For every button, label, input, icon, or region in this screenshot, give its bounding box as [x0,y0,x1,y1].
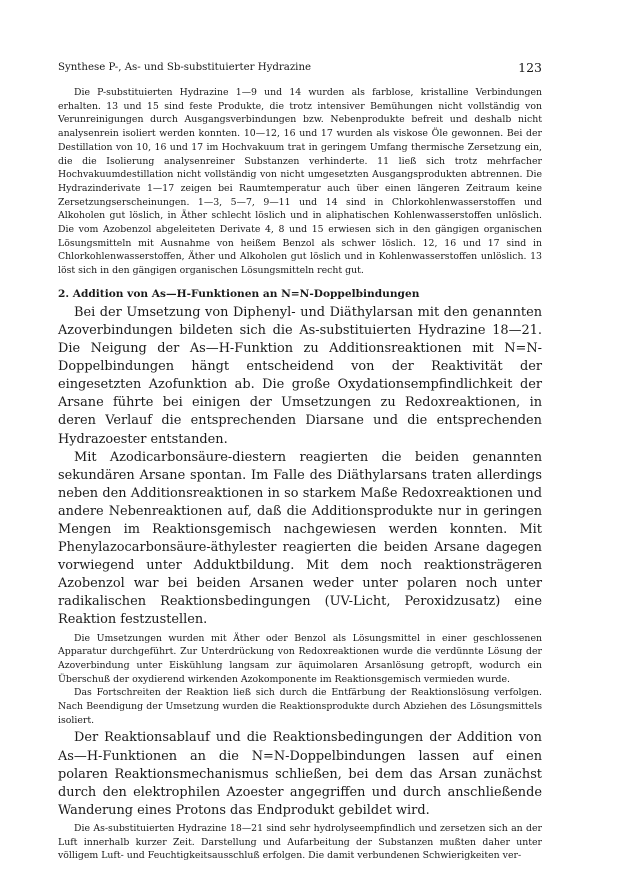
paragraph-mechanism: Der Reaktionsablauf und die Reaktionsbedingungen der Addition von As—H-Funktionen an die N=N-Doppelbindungen lassen auf einen polaren Reaktionsmechanismus schließen, bei dem das Arsan zunächst durch den elektrophilen Azoester angegriffen und durch anschließende Wanderung eines Protons das Endprodukt gebildet wird. [58,730,542,818]
paragraph-azodicarboxylic: Mit Azodicarbonsäure-diestern reagierten die beiden genannten sekundären Arsane spontan. Im Falle des Diäthylarsans traten allerdings neben den Additionsreaktionen in so starkem Maße Redoxreaktionen und andere Nebenreaktionen auf, daß die Additionsprodukte nur in geringen Mengen im Reaktionsgemisch nachgewiesen werden konnten. Mit Phenylazocarbonsäure-äthylester reagierten die beiden Arsane dagegen vorwiegend unter Adduktbildung. Mit dem noch reaktionsträgeren Azobenzol war bei beiden Arsanen weder unter polaren noch unter radikalischen Reaktionsbedingungen (UV-Licht, Peroxidzusatz) eine Reaktion festzustellen. [58,449,542,628]
body-text [58,86,542,863]
running-title: Synthese P-, As- und Sb-substituierter Hydrazine [58,62,312,73]
paragraph-as-substituted: Bei der Umsetzung von Diphenyl- und Diäthylarsan mit den genannten Azoverbindungen bildeten sich die As-substituierten Hydrazine 18—21. Die Neigung der As—H-Funktion zu Additionsreaktionen mit N=N-Doppelbindungen hängt entscheidend von der Reaktivität der eingesetzten Azofunktion ab. Die große Oxydationsempfindlichkeit der Arsane führte bei einigen der Umsetzungen zu Redoxreaktionen, in deren Verlauf die entsprechenden Diarsane und die entsprechenden Hydrazoester entstanden. [58,304,542,447]
running-head [58,60,542,78]
page-number: 123 [518,60,542,75]
paragraph-procedure: Die Umsetzungen wurden mit Äther oder Benzol als Lösungsmittel in einer geschlossenen Apparatur durchgeführt. Zur Unterdrückung von Redoxreaktionen wurde die verdünnte Lösung der Azoverbindung unter Eiskühlung langsam zur äquimolaren Arsanlösung getropft, wodurch ein Überschuß der oxydierend wirkenden Azokomponente im Reaktionsgemisch vermieden wurde. [58,632,542,685]
paragraph-progress: Das Fortschreiten der Reaktion ließ sich durch die Entfärbung der Reaktionslösung verfolgen. Nach Beendigung der Umsetzung wurden die Reaktionsprodukte durch Abziehen des Lösungsmittels isoliert. [58,687,542,726]
section-heading: 2. Addition von As—H-Funktionen an N=N-Doppelbindungen [58,287,420,300]
paragraph-hydrolysis: Die As-substituierten Hydrazine 18—21 sind sehr hydrolyseempfindlich und zersetzen sich an der Luft innerhalb kurzer Zeit. Darstellung und Aufarbeitung der Substanzen mußten daher unter völligem Luft- und Feuchtigkeitsausschluß erfolgen. Die damit verbundenen Schwierigkeiten ver- [58,822,542,862]
paragraph-solubility: Die P-substituierten Hydrazine 1—9 und 14 wurden als farblose, kristalline Verbindungen erhalten. 13 und 15 sind feste Produkte, die trotz intensiver Bemühungen nicht vollständig von Verunreinigungen durch Ausgangsverbindungen bzw. Nebenprodukte befreit und deshalb nicht analysenrein isoliert werden konnten. 10—12, 16 und 17 wurden als viskose Öle gewonnen. Bei der Destillation von 10, 16 und 17 im Hochvakuum trat in geringem Umfang thermische Zersetzung ein, die die Isolierung analysenreiner Substanzen verhinderte. 11 ließ sich trotz mehrfacher Hochvakuumdestillation nicht vollständig von nicht umgesetzten Ausgangsprodukten abtrennen. Die Hydrazinderivate 1—17 zeigen bei Raumtemperatur auch über einen längeren Zeitraum keine Zersetzungserscheinungen. 1—3, 5—7, 9—11 und 14 sind in Chlorkohlenwasserstoffen und Alkoholen gut löslich, in Äther schlecht löslich und in aliphatischen Kohlenwasserstoffen unlöslich. Die vom Azobenzol abgeleiteten Derivate 4, 8 und 15 erwiesen sich in den gängigen organischen Lösungsmitteln mit Ausnahme von heißem Benzol als schwer löslich. 12, 16 und 17 sind in Chlorkohlenwasserstoffen, Äther und Alkoholen gut löslich und in Kohlenwasserstoffen unlöslich. 13 löst sich in den gängigen organischen Lösungsmitteln recht gut. [58,87,542,277]
